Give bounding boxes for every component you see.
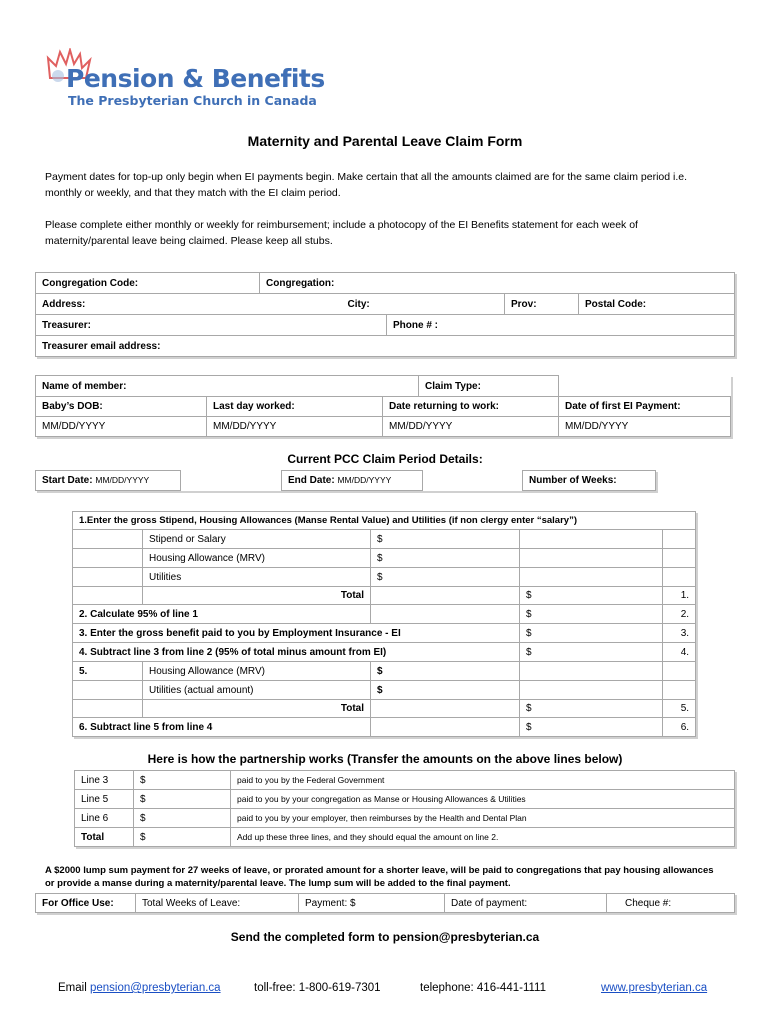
line2-number: 2. xyxy=(663,605,696,624)
calculation-table xyxy=(72,511,696,737)
congregation-name-label: Congregation: xyxy=(260,273,735,294)
line1-amount[interactable]: $ xyxy=(520,587,663,605)
return-date-field[interactable]: MM/DD/YYYY xyxy=(383,417,559,437)
utilities-label: Utilities xyxy=(143,568,371,587)
prov-label: Prov: xyxy=(505,294,579,315)
line5-amount[interactable]: $ xyxy=(520,700,663,718)
utilities5-amount[interactable]: $ xyxy=(371,681,520,700)
line1-heading: 1.Enter the gross Stipend, Housing Allowances (Manse Rental Value) and Utilities (if non clergy enter “salary”) xyxy=(73,512,696,530)
footer-tollfree: toll-free: 1-800-619-7301 xyxy=(254,982,381,994)
postal-code-label: Postal Code: xyxy=(579,294,735,315)
stipend-amount[interactable]: $ xyxy=(371,530,520,549)
line2-amount[interactable]: $ xyxy=(520,605,663,624)
start-date-label: Start Date: xyxy=(42,475,93,486)
partnership-amount-total[interactable]: $ xyxy=(134,828,231,847)
claim-type-label: Claim Type: xyxy=(419,376,559,397)
stipend-label: Stipend or Salary xyxy=(143,530,371,549)
intro-paragraph-1: Payment dates for top-up only begin when EI payments begin. Make certain that all the amounts claimed are for the same claim period i.e. monthly or weekly, and that they match with the EI claim period. xyxy=(45,171,688,199)
send-form-line: Send the completed form to pension@presbyterian.ca xyxy=(230,930,540,944)
office-use-label: For Office Use: xyxy=(36,894,136,913)
last-day-worked-field[interactable]: MM/DD/YYYY xyxy=(207,417,383,437)
end-date-label: End Date: xyxy=(288,475,335,486)
member-table xyxy=(35,375,731,437)
housing5-label: Housing Allowance (MRV) xyxy=(143,662,371,681)
line4-amount[interactable]: $ xyxy=(520,643,663,662)
line6-amount[interactable]: $ xyxy=(520,718,663,737)
claim-period-table xyxy=(35,470,656,491)
partnership-amount-3[interactable]: $ xyxy=(134,771,231,790)
line3-number: 3. xyxy=(663,624,696,643)
form-title: Maternity and Parental Leave Claim Form xyxy=(247,133,523,149)
congregation-table xyxy=(35,272,735,357)
treasurer-email-label: Treasurer email address: xyxy=(36,336,735,357)
line3-label: 3. Enter the gross benefit paid to you by Employment Insurance - EI xyxy=(73,624,520,643)
line6-label: 6. Subtract line 5 from line 4 xyxy=(73,718,371,737)
start-date-placeholder: MM/DD/YYYY xyxy=(95,475,150,485)
footer-website-link[interactable]: www.presbyterian.ca xyxy=(601,982,708,994)
last-day-worked-label: Last day worked: xyxy=(207,397,383,417)
footer-telephone: telephone: 416-441-1111 xyxy=(420,982,546,994)
end-date-placeholder: MM/DD/YYYY xyxy=(337,475,392,485)
housing5-amount[interactable]: $ xyxy=(371,662,520,681)
claim-period-heading: Current PCC Claim Period Details: xyxy=(287,452,483,466)
line6-number: 6. xyxy=(663,718,696,737)
congregation-code-label: Congregation Code: xyxy=(36,273,260,294)
line1-number: 1. xyxy=(663,587,696,605)
member-name-label: Name of member: xyxy=(36,376,419,397)
lump-sum-note: A $2000 lump sum payment for 27 weeks of leave, or prorated amount for a shorter leave, will be paid to congregations that pay housing allowances or provide a manse during a maternity/parental leave. The lump sum will be added to the final payment. xyxy=(45,865,714,889)
treasurer-label: Treasurer: xyxy=(36,315,387,336)
housing-label: Housing Allowance (MRV) xyxy=(143,549,371,568)
partnership-line-5: Line 5 xyxy=(75,790,134,809)
payment-date-field[interactable]: Date of payment: xyxy=(445,894,607,913)
partnership-line-total: Total xyxy=(75,828,134,847)
total-weeks-field[interactable]: Total Weeks of Leave: xyxy=(136,894,299,913)
return-date-label: Date returning to work: xyxy=(383,397,559,417)
partnership-table xyxy=(74,770,735,847)
utilities-amount[interactable]: $ xyxy=(371,568,520,587)
line4-number: 4. xyxy=(663,643,696,662)
line5-number: 5. xyxy=(663,700,696,718)
phone-label: Phone # : xyxy=(387,315,735,336)
partnership-desc-3: paid to you by the Federal Government xyxy=(231,771,735,790)
utilities5-label: Utilities (actual amount) xyxy=(143,681,371,700)
total5-label: Total xyxy=(143,700,371,718)
start-date-field[interactable] xyxy=(36,471,181,491)
line2-label: 2. Calculate 95% of line 1 xyxy=(73,605,371,624)
cheque-field[interactable]: Cheque #: xyxy=(607,894,735,913)
line4-label: 4. Subtract line 3 from line 2 (95% of total minus amount from EI) xyxy=(73,643,520,662)
partnership-line-3: Line 3 xyxy=(75,771,134,790)
logo-title: Pension & Benefits xyxy=(66,64,325,93)
partnership-desc-total: Add up these three lines, and they should equal the amount on line 2. xyxy=(231,828,735,847)
housing-amount[interactable]: $ xyxy=(371,549,520,568)
baby-dob-field[interactable]: MM/DD/YYYY xyxy=(36,417,207,437)
first-ei-payment-label: Date of first EI Payment: xyxy=(559,397,731,417)
partnership-desc-5: paid to you by your congregation as Manse or Housing Allowances & Utilities xyxy=(231,790,735,809)
city-label: City: xyxy=(342,294,505,315)
partnership-amount-6[interactable]: $ xyxy=(134,809,231,828)
first-ei-payment-field[interactable]: MM/DD/YYYY xyxy=(559,417,731,437)
line5-number-label: 5. xyxy=(73,662,143,681)
partnership-line-6: Line 6 xyxy=(75,809,134,828)
total-label: Total xyxy=(143,587,371,605)
footer-email xyxy=(58,982,221,994)
logo-subtitle: The Presbyterian Church in Canada xyxy=(68,93,317,108)
footer-email-label: Email xyxy=(58,982,87,994)
payment-field[interactable]: Payment: $ xyxy=(299,894,445,913)
baby-dob-label: Baby’s DOB: xyxy=(36,397,207,417)
end-date-field[interactable] xyxy=(282,471,423,491)
partnership-heading: Here is how the partnership works (Transfer the amounts on the above lines below) xyxy=(147,752,623,766)
line3-amount[interactable]: $ xyxy=(520,624,663,643)
number-of-weeks-label: Number of Weeks: xyxy=(523,471,656,491)
partnership-amount-5[interactable]: $ xyxy=(134,790,231,809)
office-use-table xyxy=(35,893,735,913)
address-label: Address: xyxy=(36,294,342,315)
footer-email-link[interactable]: pension@presbyterian.ca xyxy=(89,982,221,994)
partnership-desc-6: paid to you by your employer, then reimburses by the Health and Dental Plan xyxy=(231,809,735,828)
intro-paragraph-2: Please complete either monthly or weekly for reimbursement; include a photocopy of the EI Benefits statement for each week of maternity/parental leave being claimed. Please keep all stubs. xyxy=(45,219,638,247)
